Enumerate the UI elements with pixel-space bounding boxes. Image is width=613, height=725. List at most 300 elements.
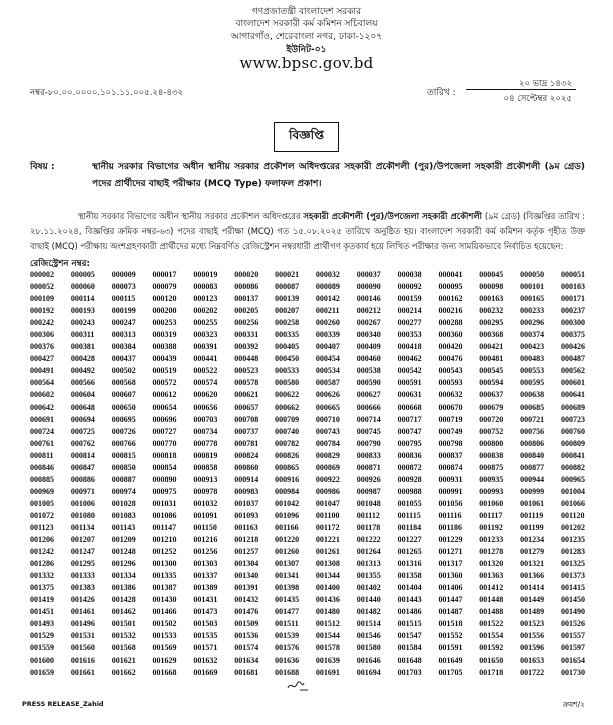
registration-number: 000784	[315, 438, 340, 448]
registration-number: 001501	[111, 619, 136, 629]
registration-number: 001229	[438, 535, 463, 545]
registration-number: 001387	[152, 583, 177, 593]
registration-number: 001117	[479, 510, 503, 520]
press-release-tag: PRESS RELEASE_Zahid	[22, 700, 104, 708]
registration-number: 001426	[70, 595, 95, 605]
registration-row	[30, 403, 590, 415]
registration-number: 001303	[193, 559, 218, 569]
registration-number: 001344	[315, 571, 340, 581]
registration-number: 000638	[520, 390, 545, 400]
registration-number: 000216	[438, 306, 463, 316]
registration-number: 001509	[234, 619, 259, 629]
registration-number: 001639	[315, 655, 340, 665]
registration-row	[30, 547, 590, 559]
registration-row	[30, 366, 590, 378]
date-divider	[466, 89, 576, 90]
registration-number: 001150	[193, 522, 217, 532]
registration-number: 000427	[30, 354, 54, 364]
registration-number: 001462	[111, 607, 136, 617]
registration-number: 000695	[111, 414, 136, 424]
registration-number: 001496	[70, 619, 95, 629]
registration-number: 001532	[111, 631, 136, 641]
registration-number: 001386	[111, 583, 136, 593]
registration-number: 000392	[234, 342, 259, 352]
registration-number: 000798	[438, 438, 463, 448]
registration-number: 000574	[193, 378, 218, 388]
registration-number: 001096	[275, 510, 300, 520]
registration-number: 000931	[438, 474, 463, 484]
registration-number: 000375	[560, 330, 585, 340]
registration-number: 000421	[479, 342, 504, 352]
registration-number: 000993	[479, 486, 504, 496]
registration-number: 001430	[152, 595, 177, 605]
registration-number: 001404	[397, 583, 422, 593]
registration-number: 001584	[397, 643, 422, 653]
registration-number: 000762	[70, 438, 95, 448]
memo-number: নম্বর-৮০.০০.০০০০.১০১.১১.০০৫.২৪-৪৩২	[30, 88, 184, 98]
registration-number: 000300	[560, 318, 585, 328]
registration-number: 000814	[70, 450, 95, 460]
registration-number: 001210	[152, 535, 177, 545]
registration-number: 000437	[111, 354, 136, 364]
registration-number: 000095	[438, 282, 463, 292]
registration-row	[30, 427, 590, 439]
registration-number: 000717	[397, 414, 422, 424]
registration-number: 001308	[315, 559, 340, 569]
registration-number: 000708	[234, 414, 259, 424]
registration-number: 000740	[275, 426, 300, 436]
registration-number: 001060	[479, 498, 504, 508]
registration-row	[30, 643, 590, 655]
registration-number: 001539	[275, 631, 300, 641]
registration-number: 000032	[315, 270, 340, 279]
registration-number: 000604	[70, 390, 95, 400]
registration-number: 001461	[70, 607, 95, 617]
body-part1: স্থানীয় সরকার বিভাগের অধীন স্থানীয় সরকার প্রকৌশল অধিদপ্তরের	[78, 211, 304, 221]
registration-number: 001476	[234, 607, 259, 617]
unit-name: ইউনিট-০১	[286, 45, 327, 55]
registration-number: 001688	[275, 667, 300, 677]
registration-number: 001694	[356, 667, 381, 677]
registration-number: 001091	[193, 510, 218, 520]
registration-number: 000685	[520, 402, 545, 412]
registration-number: 000103	[560, 282, 585, 292]
registration-row	[30, 619, 590, 631]
registration-number: 001340	[234, 571, 259, 581]
registration-number: 000202	[193, 306, 218, 316]
registration-number: 000811	[30, 450, 54, 460]
registration-number: 000724	[30, 426, 54, 436]
registration-number: 000984	[275, 486, 300, 496]
registration-number: 000142	[315, 294, 340, 304]
registration-number: 000193	[70, 306, 95, 316]
registration-number: 000242	[30, 318, 54, 328]
registration-number: 000626	[315, 390, 340, 400]
registration-number: 001143	[111, 522, 136, 532]
registration-number: 000928	[397, 474, 422, 484]
registration-row	[30, 499, 590, 511]
registration-number: 000806	[520, 438, 545, 448]
registration-number: 001313	[356, 559, 381, 569]
registration-number: 000916	[275, 474, 300, 484]
registration-row	[30, 475, 590, 487]
registration-number: 000037	[356, 270, 381, 279]
subject-block	[30, 159, 585, 193]
body-part2: (৯ম গ্রেড) (বিজ্ঞপ্তির তারিখ : ২৮.১১.২০২৪, বিজ্ঞপ্তির ক্রমিক নম্বর-৬৩) পদের বাছাই পরীক্ষা (MCQ) গত ১৫.০৮.২০২৫ তারিখে অনুষ্ঠিত হয়। বাংলাদেশ সরকারী কর্ম কমিশন কর্তৃক গৃহীত উক্ত বাছাই (MCQ) পরীক্ষায় অংশগ্রহণকারী প্রার্থীদের মধ্যে নিম্নবর্ণিত রেজিস্ট্রেশন নম্বরধারী প্রার্থীগণ কৃতকার্য হয়ে লিখিত পরীক্ষার জন্য সাময়িকভাবে নির্বাচিত হয়েছেন:	[30, 211, 585, 251]
registration-number: 000340	[356, 330, 381, 340]
registration-number: 000627	[356, 390, 381, 400]
registration-number: 001449	[520, 595, 545, 605]
registration-number: 001083	[111, 510, 136, 520]
registration-number: 001086	[152, 510, 177, 520]
registration-number: 000423	[520, 342, 545, 352]
registration-row	[30, 595, 590, 607]
registration-number: 001486	[397, 607, 422, 617]
registration-number: 001283	[560, 547, 585, 557]
registration-number: 000376	[30, 342, 54, 352]
registration-number: 000800	[479, 438, 504, 448]
registration-row	[30, 487, 590, 499]
registration-number: 001556	[520, 631, 545, 641]
registration-number: 000114	[70, 294, 95, 304]
registration-number: 001335	[152, 571, 177, 581]
registration-row	[30, 306, 590, 318]
registration-number: 000339	[315, 330, 340, 340]
registration-number: 000641	[560, 390, 585, 400]
registration-number: 001568	[111, 643, 136, 653]
registration-number: 000752	[479, 426, 504, 436]
registration-number: 001279	[520, 547, 545, 557]
registration-number: 001691	[315, 667, 340, 677]
registration-number: 001544	[315, 631, 340, 641]
registration-number: 000766	[111, 438, 136, 448]
registration-number: 001032	[193, 498, 218, 508]
registration-number: 000914	[234, 474, 259, 484]
registration-number: 001547	[397, 631, 422, 641]
registration-number: 001317	[438, 559, 463, 569]
registration-number: 000420	[438, 342, 463, 352]
registration-number: 000045	[479, 270, 504, 279]
registration-number: 000886	[70, 474, 95, 484]
registration-number: 000038	[397, 270, 422, 279]
registration-number: 000313	[111, 330, 136, 340]
registration-number: 000572	[152, 378, 177, 388]
registration-number: 000409	[356, 342, 381, 352]
registration-number: 001636	[275, 655, 300, 665]
registration-number: 001134	[70, 522, 95, 532]
registration-number: 000969	[30, 486, 54, 496]
registration-number: 001242	[30, 547, 54, 557]
registration-number: 001375	[30, 583, 54, 593]
registration-number: 000519	[152, 366, 177, 376]
registration-number: 000428	[70, 354, 95, 364]
registration-number: 001596	[520, 643, 545, 653]
registration-number: 000109	[30, 294, 54, 304]
registration-number: 000199	[111, 306, 136, 316]
registration-number: 000838	[479, 450, 504, 460]
registration-number: 001440	[356, 595, 381, 605]
registration-number: 001560	[70, 643, 95, 653]
registration-number: 001578	[315, 643, 340, 653]
registration-number: 001358	[397, 571, 422, 581]
registration-number: 000247	[111, 318, 136, 328]
registration-number: 000092	[397, 282, 422, 292]
registration-number: 000255	[193, 318, 218, 328]
registration-number: 000871	[356, 462, 381, 472]
registration-number: 000360	[438, 330, 463, 340]
registration-number: 001466	[152, 607, 177, 617]
registration-number: 000450	[275, 354, 300, 364]
registration-number: 000612	[152, 390, 177, 400]
registration-number: 000593	[438, 378, 463, 388]
registration-number: 000782	[275, 438, 300, 448]
registration-number: 001120	[560, 510, 585, 520]
registration-number: 001178	[356, 522, 381, 532]
registration-number: 001512	[315, 619, 340, 629]
registration-number: 000041	[438, 270, 463, 279]
registration-number: 001503	[193, 619, 218, 629]
registration-number: 000999	[520, 486, 545, 496]
registration-number: 001325	[560, 559, 585, 569]
registration-number: 000258	[275, 318, 300, 328]
registration-number: 000819	[193, 450, 218, 460]
website-link[interactable]: www.bpsc.gov.bd	[239, 54, 374, 72]
registration-number: 000335	[275, 330, 300, 340]
registration-number: 001659	[30, 667, 54, 677]
registration-number: 000935	[479, 474, 504, 484]
registration-number: 000602	[30, 390, 54, 400]
registration-number: 000587	[315, 378, 340, 388]
registration-number: 001482	[356, 607, 381, 617]
registration-number: 001533	[152, 631, 177, 641]
registration-number: 001093	[234, 510, 259, 520]
registration-number: 000689	[560, 402, 585, 412]
registration-number: 000781	[234, 438, 259, 448]
registration-number: 001184	[397, 522, 422, 532]
subject-label: বিষয় :	[30, 162, 55, 172]
registration-number: 000694	[70, 414, 95, 424]
registration-number: 000391	[193, 342, 218, 352]
registration-number: 000913	[193, 474, 218, 484]
registration-number: 001316	[397, 559, 422, 569]
registration-number: 001414	[520, 583, 545, 593]
registration-number: 001406	[438, 583, 463, 593]
registration-number: 000710	[315, 414, 340, 424]
registration-number: 001648	[397, 655, 422, 665]
registration-number: 001662	[111, 667, 136, 677]
registration-number: 000211	[315, 306, 340, 316]
registration-number: 001629	[152, 655, 177, 665]
registration-number: 001061	[520, 498, 545, 508]
registration-number: 000726	[111, 426, 136, 436]
registration-number: 001080	[70, 510, 95, 520]
registration-number: 000727	[152, 426, 177, 436]
registration-number: 001235	[560, 535, 585, 545]
registration-number: 000009	[111, 270, 136, 279]
registration-number: 001048	[356, 498, 381, 508]
registration-number: 000648	[70, 402, 95, 412]
registration-number: 000319	[152, 330, 177, 340]
registration-number: 001634	[234, 655, 259, 665]
registration-number: 000200	[152, 306, 177, 316]
registration-number: 000481	[479, 354, 504, 364]
registration-number: 000491	[30, 366, 54, 376]
registration-number: 000005	[70, 270, 95, 279]
registration-number: 000988	[397, 486, 422, 496]
registration-number: 000388	[152, 342, 177, 352]
registration-number: 000323	[193, 330, 218, 340]
registration-row	[30, 390, 590, 402]
registration-number: 001055	[397, 498, 422, 508]
registration-number: 001412	[479, 583, 504, 593]
registration-number: 000050	[520, 270, 545, 279]
date-label: তারিখ :	[427, 88, 456, 98]
registration-number: 001234	[520, 535, 545, 545]
registration-number: 000965	[560, 474, 585, 484]
registration-number: 000734	[193, 426, 218, 436]
registration-number: 000869	[315, 462, 340, 472]
registration-number: 000288	[438, 318, 463, 328]
registration-number: 000205	[234, 306, 259, 316]
registration-number: 001366	[520, 571, 545, 581]
registration-number: 000778	[193, 438, 218, 448]
registration-number: 001515	[397, 619, 422, 629]
registration-number: 000533	[275, 366, 300, 376]
registration-number: 000568	[111, 378, 136, 388]
registration-number: 000622	[275, 390, 300, 400]
registration-number: 001221	[315, 535, 340, 545]
registration-number: 000137	[234, 294, 259, 304]
registration-number: 000841	[560, 450, 585, 460]
registration-number: 001443	[397, 595, 422, 605]
registration-row	[30, 282, 590, 294]
registration-row	[30, 439, 590, 451]
registration-number: 000737	[234, 426, 259, 436]
registration-label: রেজিস্ট্রেশন নম্বর:	[30, 259, 90, 269]
signature-mark	[286, 679, 310, 693]
registration-number: 000642	[30, 402, 54, 412]
registration-number: 000098	[479, 282, 504, 292]
registration-number: 001703	[397, 667, 422, 677]
registration-number: 001653	[520, 655, 545, 665]
registration-number: 001529	[30, 631, 54, 641]
registration-number: 001321	[520, 559, 545, 569]
registration-number: 000986	[315, 486, 340, 496]
registration-number: 001199	[520, 522, 544, 532]
registration-number: 000833	[356, 450, 381, 460]
registration-number: 001580	[356, 643, 381, 653]
registration-number: 000887	[111, 474, 136, 484]
registration-number: 000162	[438, 294, 463, 304]
registration-number: 000594	[479, 378, 504, 388]
registration-number: 000381	[70, 342, 95, 352]
registration-number: 000564	[30, 378, 54, 388]
registration-row	[30, 318, 590, 330]
registration-number: 001248	[111, 547, 136, 557]
registration-number: 000725	[70, 426, 95, 436]
registration-number: 001163	[234, 522, 258, 532]
date-english: ০৪ সেপ্টেম্বর ২০২৫	[503, 94, 572, 104]
registration-number: 000353	[397, 330, 422, 340]
registration-number: 000922	[315, 474, 340, 484]
registration-number: 000846	[30, 462, 54, 472]
registration-number: 001400	[315, 583, 340, 593]
registration-number: 000214	[397, 306, 422, 316]
registration-number: 001552	[438, 631, 463, 641]
registration-row	[30, 415, 590, 427]
registration-number: 000691	[30, 414, 54, 424]
registration-number: 000877	[520, 462, 545, 472]
registration-number: 001592	[479, 643, 504, 653]
registration-number: 001037	[234, 498, 259, 508]
registration-number: 001722	[520, 667, 545, 677]
registration-number: 000476	[438, 354, 463, 364]
registration-number: 000670	[438, 402, 463, 412]
registration-row	[30, 354, 590, 366]
registration-number: 001278	[479, 547, 504, 557]
registration-number: 001005	[30, 498, 54, 508]
registration-number: 001332	[30, 571, 54, 581]
registration-number: 000306	[30, 330, 54, 340]
registration-row	[30, 668, 590, 680]
registration-number: 000232	[479, 306, 504, 316]
registration-number: 001431	[193, 595, 218, 605]
continued-marker: ক্রমশ/২	[562, 700, 585, 709]
registration-number: 000580	[275, 378, 300, 388]
registration-number: 000654	[152, 402, 177, 412]
registration-number: 001415	[560, 583, 585, 593]
registration-number: 000714	[356, 414, 381, 424]
registration-number: 000668	[397, 402, 422, 412]
registration-number: 001487	[438, 607, 463, 617]
registration-number: 001192	[479, 522, 503, 532]
registration-number: 000890	[152, 474, 177, 484]
registration-number: 001341	[275, 571, 300, 581]
registration-number: 001600	[30, 655, 54, 665]
registration-number: 001646	[356, 655, 381, 665]
registration-number: 000441	[193, 354, 218, 364]
registration-number: 000384	[111, 342, 136, 352]
registration-number: 000829	[315, 450, 340, 460]
registration-number: 001383	[70, 583, 95, 593]
registration-number: 001247	[70, 547, 95, 557]
registration-number: 001042	[275, 498, 300, 508]
registration-number: 000723	[560, 414, 585, 424]
registration-number: 000971	[70, 486, 95, 496]
registration-number: 001616	[70, 655, 95, 665]
registration-number: 000492	[70, 366, 95, 376]
registration-number: 000295	[479, 318, 504, 328]
registration-row	[30, 378, 590, 390]
registration-number: 000086	[234, 282, 259, 292]
registration-number: 001216	[193, 535, 218, 545]
registration-number: 001597	[560, 643, 585, 653]
registration-number: 001006	[70, 498, 95, 508]
registration-number: 000545	[479, 366, 504, 376]
registration-number: 001650	[479, 655, 504, 665]
registration-number: 000836	[397, 450, 422, 460]
registration-number: 000052	[30, 282, 54, 292]
registration-number: 001373	[560, 571, 585, 581]
registration-number: 001536	[234, 631, 259, 641]
registration-number: 000991	[438, 486, 463, 496]
registration-number: 000760	[560, 426, 585, 436]
registration-row	[30, 294, 590, 306]
registration-row	[30, 583, 590, 595]
registration-number: 000253	[152, 318, 177, 328]
registration-number: 000882	[560, 462, 585, 472]
registration-number: 001649	[438, 655, 463, 665]
